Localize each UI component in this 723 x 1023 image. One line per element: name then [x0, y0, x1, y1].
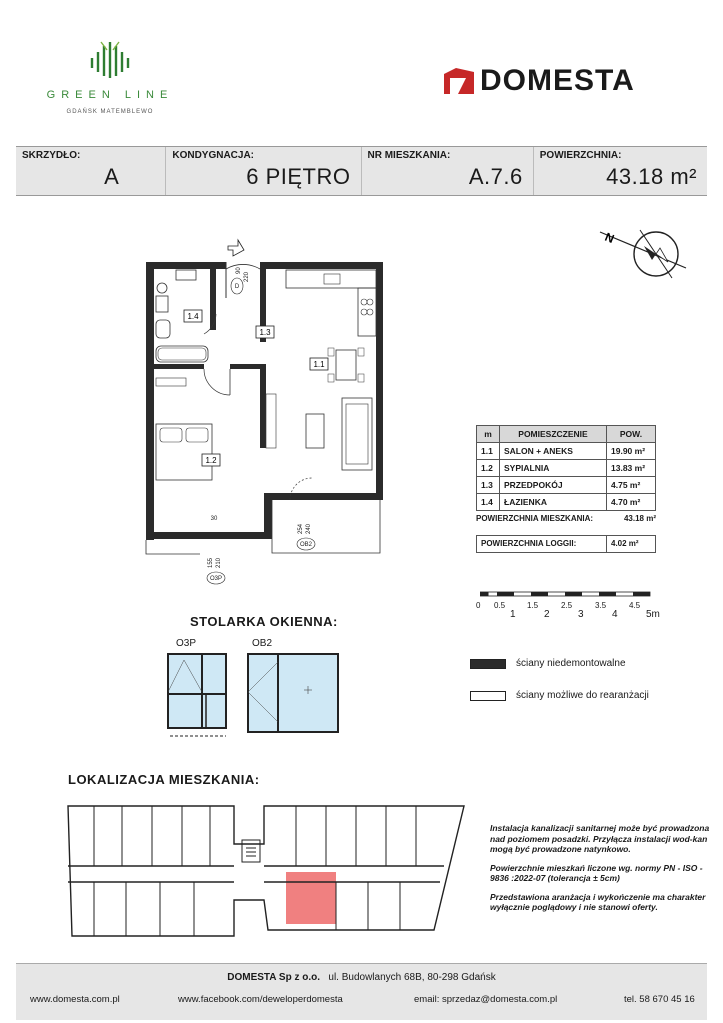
scale-label: 2.5 — [561, 601, 573, 610]
legend-fixed-label: ściany niedemontowalne — [516, 658, 626, 669]
domesta-mark-icon — [444, 68, 474, 94]
loggia-width-dim: 254 — [298, 523, 304, 534]
floor-label: KONDYGNACJA: — [172, 150, 255, 161]
room-name: PRZEDPOKÓJ — [500, 477, 607, 494]
email-link[interactable]: email: sprzedaz@domesta.com.pl — [414, 994, 558, 1005]
table-row — [477, 477, 656, 494]
room-tag-1-4: 1.4 — [187, 312, 199, 321]
rooms-table — [476, 425, 656, 511]
room-no: 1.4 — [477, 494, 500, 511]
svg-text:N: N — [602, 229, 617, 247]
bedroom-window-tag: O3P — [209, 576, 223, 582]
notes — [490, 823, 710, 921]
scale-label: 4.5 — [629, 601, 641, 610]
loggia-height-dim: 240 — [306, 523, 312, 534]
room-area: 4.70 m² — [607, 494, 656, 511]
room-area: 4.75 m² — [607, 477, 656, 494]
table-row — [477, 494, 656, 511]
header-area: POW. — [607, 426, 656, 443]
room-no: 1.1 — [477, 443, 500, 460]
wing-cell — [16, 147, 166, 195]
fixed-wall-swatch — [470, 659, 506, 669]
floor-plan — [140, 238, 390, 588]
legend-movable-walls — [470, 690, 649, 701]
phone-number: tel. 58 670 45 16 — [624, 994, 695, 1005]
header-no: m — [477, 426, 500, 443]
apartment-info-bar — [16, 146, 707, 196]
apartment-total-value: 43.18 m² — [623, 514, 656, 523]
floor-value: 6 PIĘTRO — [246, 164, 351, 189]
note-installation: Instalacja kanalizacji sanitarnej może być prowadzona nad poziomem posadzki. Przyłącza instalacji wod-kan mogą być prowadzone natynkowo. — [490, 823, 710, 854]
bedroom-wall-dim: 30 — [210, 516, 218, 522]
room-tag-1-1: 1.1 — [313, 360, 325, 369]
compass-icon — [596, 222, 692, 280]
domesta-logo — [444, 64, 635, 98]
scale-label: 5m — [646, 609, 660, 620]
scale-label: 3.5 — [595, 601, 607, 610]
window-o3p-label: O3P — [176, 638, 197, 649]
footer — [16, 963, 707, 1020]
room-area: 13.83 m² — [607, 460, 656, 477]
room-name: SYPIALNIA — [500, 460, 607, 477]
entry-door-tag: D — [234, 284, 240, 290]
room-name: ŁAZIENKA — [500, 494, 607, 511]
apartment-total-label: POWIERZCHNIA MIESZKANIA: — [476, 514, 594, 523]
scale-label: 2 — [544, 609, 550, 620]
scale-bar-graphic — [480, 589, 670, 601]
greenline-tree-icon — [87, 38, 133, 80]
company-address: ul. Budowlanych 68B, 80-298 Gdańsk — [328, 972, 496, 983]
legend-movable-label: ściany możliwe do rearanżacji — [516, 690, 649, 701]
note-area-standard: Powierzchnie mieszkań liczone wg. normy PN - ISO - 9836 :2022-07 (tolerancja ± 5cm) — [490, 862, 703, 883]
location-title: LOKALIZACJA MIESZKANIA: — [68, 772, 260, 787]
greenline-logo — [30, 38, 190, 115]
legend-fixed-walls — [470, 658, 626, 669]
room-tag-1-2: 1.2 — [205, 456, 217, 465]
scale-label: 4 — [612, 609, 618, 620]
window-ob2-label: OB2 — [252, 638, 273, 649]
apartment-number-label: NR MIESZKANIA: — [367, 150, 451, 161]
bedroom-window-height-dim: 210 — [216, 557, 222, 568]
table-row — [477, 460, 656, 477]
wing-label: SKRZYDŁO: — [22, 150, 81, 161]
facebook-link[interactable]: www.facebook.com/deweloperdomesta — [178, 994, 343, 1005]
greenline-title: GREEN LINE — [46, 89, 174, 101]
scale-bar — [472, 585, 672, 625]
room-tag-1-3: 1.3 — [259, 328, 271, 337]
rooms-table-header — [477, 426, 656, 443]
scale-label: 1 — [510, 609, 516, 620]
room-name: SALON + ANEKS — [500, 443, 607, 460]
floor-cell — [166, 147, 361, 195]
movable-wall-swatch — [470, 691, 506, 701]
building-location-plan — [64, 800, 469, 940]
entry-height-dim: 220 — [244, 271, 250, 282]
area-label: POWIERZCHNIA: — [539, 150, 622, 161]
scale-label: 0.5 — [494, 601, 506, 610]
loggia-total-label: POWIERZCHNIA LOGGII: — [476, 535, 607, 553]
greenline-subtitle: GDAŃSK MATEMBLEWO — [66, 109, 154, 115]
apartment-highlight — [286, 872, 336, 924]
footer-company-line — [16, 972, 707, 983]
scale-label: 1.5 — [527, 601, 539, 610]
loggia-total-value: 4.02 m² — [607, 535, 656, 553]
room-no: 1.2 — [477, 460, 500, 477]
domesta-wordmark: DOMESTA — [480, 64, 635, 97]
scale-bottom-labels — [510, 609, 676, 620]
window-drawings — [164, 652, 344, 738]
apartment-number-value: A.7.6 — [468, 164, 523, 189]
windows-title: STOLARKA OKIENNA: — [190, 614, 338, 629]
loggia-total-row — [476, 535, 656, 553]
header-room: POMIESZCZENIE — [500, 426, 607, 443]
wing-value: A — [104, 164, 120, 189]
company-name: DOMESTA Sp z o.o. — [227, 972, 321, 983]
table-row — [477, 443, 656, 460]
website-link[interactable]: www.domesta.com.pl — [30, 994, 120, 1005]
area-value: 43.18 m² — [606, 164, 697, 189]
note-disclaimer: Przedstawiona aranżacja i wykończenie ma charakter wyłącznie poglądowy i nie stanowi oferty. — [490, 891, 706, 912]
scale-label: 0 — [476, 601, 481, 610]
room-area: 19.90 m² — [607, 443, 656, 460]
entry-width-dim: 90 — [236, 267, 242, 274]
scale-label: 3 — [578, 609, 584, 620]
room-no: 1.3 — [477, 477, 500, 494]
apartment-number-cell — [362, 147, 534, 195]
windows-section — [164, 638, 344, 738]
area-cell — [534, 147, 707, 195]
apartment-total-row — [476, 514, 656, 523]
loggia-window-tag: OB2 — [299, 542, 313, 548]
bedroom-window-width-dim: 155 — [208, 557, 214, 568]
